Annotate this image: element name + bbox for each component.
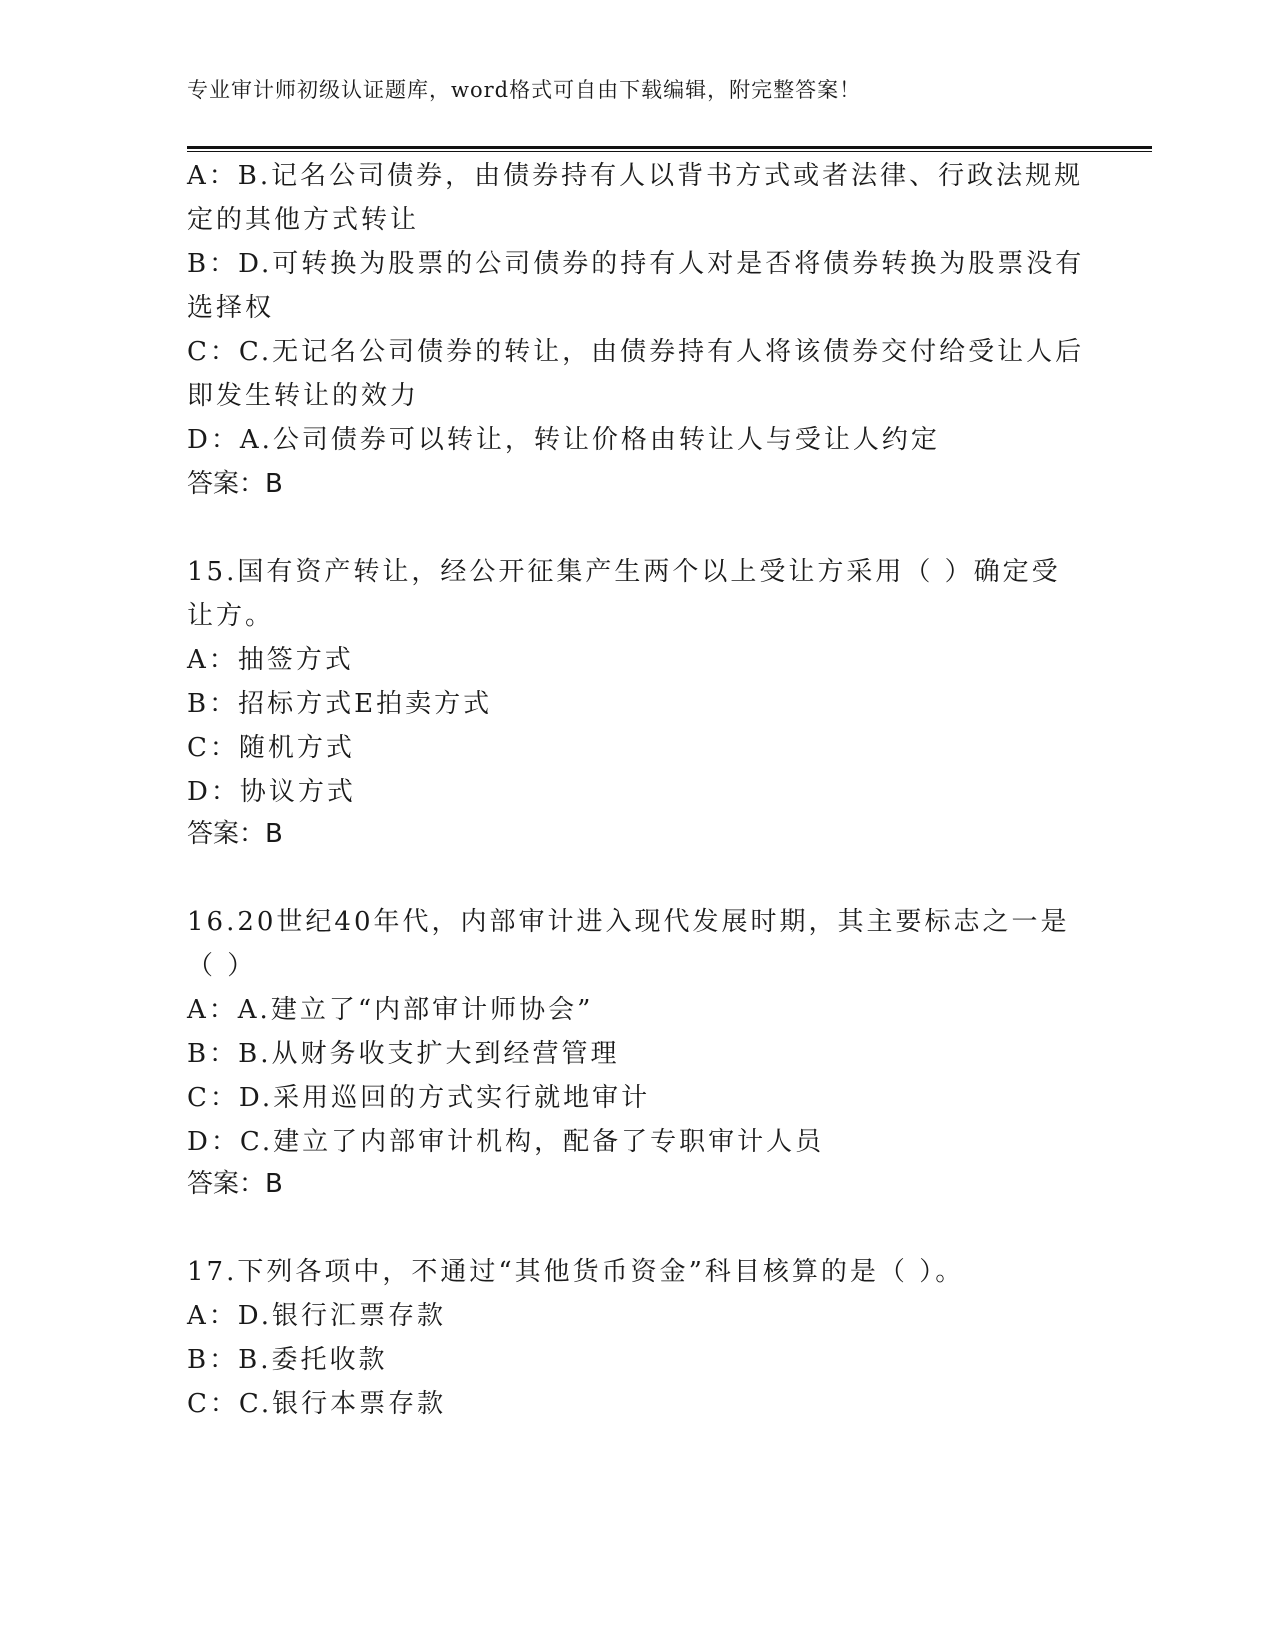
option-line: B：B.委托收款 (187, 1345, 388, 1375)
option-line: 选择权 (187, 293, 275, 323)
header-divider (187, 146, 1152, 152)
option-line: A：B.记名公司债券，由债券持有人以背书方式或者法律、行政法规规 (187, 161, 1084, 191)
option-line: 即发生转让的效力 (187, 381, 420, 411)
option-line: B：D.可转换为股票的公司债券的持有人对是否将债券转换为股票没有 (187, 249, 1085, 279)
question-text: 16.20世纪40年代，内部审计进入现代发展时期，其主要标志之一是 (187, 907, 1070, 937)
option-line: B：招标方式E拍卖方式 (187, 689, 493, 719)
answer-line: 答案：B (187, 1169, 283, 1199)
option-line: B：B.从财务收支扩大到经营管理 (187, 1039, 620, 1069)
option-line: C：C.无记名公司债券的转让，由债券持有人将该债券交付给受让人后 (187, 337, 1085, 367)
question-text: 让方。 (187, 601, 275, 631)
question-text: （ ） (187, 951, 257, 981)
option-line: A：A.建立了“内部审计师协会” (187, 995, 594, 1025)
option-line: 定的其他方式转让 (187, 205, 420, 235)
option-line: D：协议方式 (187, 777, 356, 807)
question-text: 17.下列各项中，不通过“其他货币资金”科目核算的是（ ）。 (187, 1257, 965, 1287)
option-line: C：C.银行本票存款 (187, 1389, 447, 1419)
page-header: 专业审计师初级认证题库，word格式可自由下载编辑，附完整答案！ (187, 78, 862, 102)
answer-line: 答案：B (187, 469, 283, 499)
option-line: C：D.采用巡回的方式实行就地审计 (187, 1083, 651, 1113)
option-line: A：D.银行汇票存款 (187, 1301, 446, 1331)
question-text: 15.国有资产转让，经公开征集产生两个以上受让方采用（ ）确定受 (187, 557, 1061, 587)
answer-line: 答案：B (187, 819, 283, 849)
option-line: D：C.建立了内部审计机构，配备了专职审计人员 (187, 1127, 825, 1157)
option-line: D：A.公司债券可以转让，转让价格由转让人与受让人约定 (187, 425, 940, 455)
option-line: A：抽签方式 (187, 645, 354, 675)
option-line: C：随机方式 (187, 733, 355, 763)
